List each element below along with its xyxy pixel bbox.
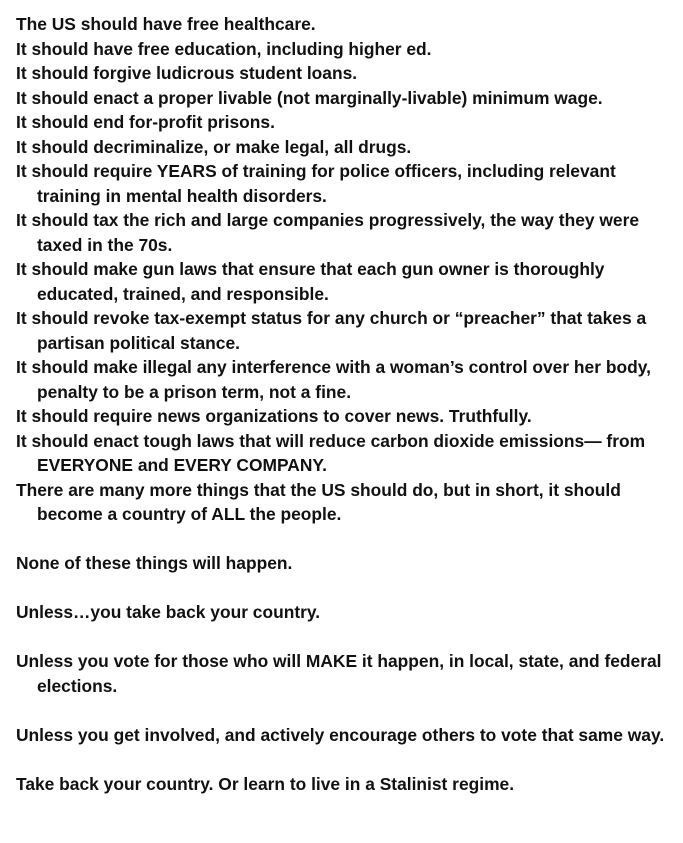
list-line-student-loans: It should forgive ludicrous student loans. [16, 63, 358, 83]
list-line-tax-exempt: It should revoke tax-exempt status for any church or “preacher” that takes a partisan political stance. [16, 308, 647, 353]
list-line-summary: There are many more things that the US should do, but in short, it should become a country of ALL the people. [16, 479, 621, 524]
list-line-womens-control: It should make illegal any interference with a woman’s control over her body, penalty to be a prison term, not a fine. [16, 357, 651, 402]
list-line-news: It should require news organizations to cover news. Truthfully. [16, 406, 532, 426]
list-line-drugs: It should decriminalize, or make legal, all drugs. [16, 136, 412, 157]
list-line-healthcare: The US should have free healthcare. [16, 14, 316, 34]
list-line-prisons: It should end for-profit prisons. [16, 112, 275, 132]
paragraph-unless-involved: Unless you get involved, and actively encourage others to vote that same way. [16, 724, 665, 745]
list-line-tax-rich: It should tax the rich and large companies progressively, the way they were taxed in the 70s. [16, 210, 640, 255]
paragraph-unless-take-back: Unless…you take back your country. [16, 602, 321, 622]
list-line-police-training: It should require YEARS of training for police officers, including relevant training in mental health disorders. [16, 161, 616, 206]
spacer [16, 527, 676, 552]
spacer [16, 747, 676, 772]
list-line-education: It should have free education, including higher ed. [16, 38, 432, 59]
list-line-minimum-wage: It should enact a proper livable (not marginally-livable) minimum wage. [16, 87, 603, 108]
paragraph-closing: Take back your country. Or learn to live in a Stalinist regime. [16, 773, 515, 794]
paragraph-none-happen: None of these things will happen. [16, 553, 293, 573]
spacer [16, 698, 676, 723]
document-body [16, 12, 676, 796]
list-line-gun-laws: It should make gun laws that ensure that each gun owner is thoroughly educated, trained, and responsible. [16, 259, 605, 304]
spacer [16, 625, 676, 650]
list-line-carbon: It should enact tough laws that will reduce carbon dioxide emissions— from EVERYONE and EVERY COMPANY. [16, 430, 646, 475]
paragraph-unless-vote: Unless you vote for those who will MAKE it happen, in local, state, and federal elections. [16, 651, 662, 696]
spacer [16, 576, 676, 601]
